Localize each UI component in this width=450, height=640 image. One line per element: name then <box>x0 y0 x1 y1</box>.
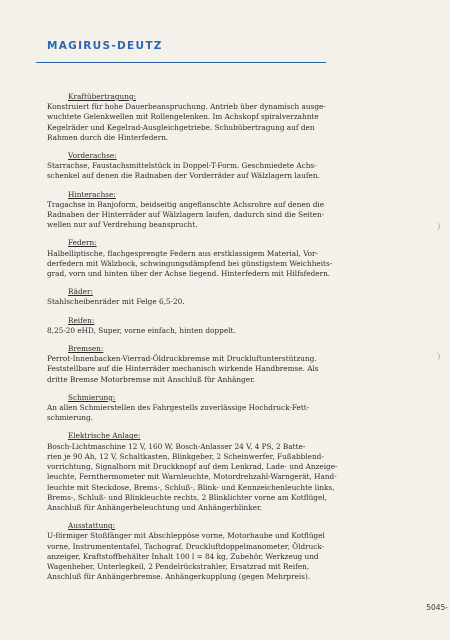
section-text-line: Halbelliptische, flachgesprengte Federn aus erstklassigem Material, Vor- <box>47 248 319 258</box>
section-heading-text: Ausstattung: <box>68 521 116 531</box>
section-heading <box>68 151 417 161</box>
section-text-line: Radnaben der Hinterräder auf Wälzlagern laufen, dadurch sind die Seiten- <box>47 210 325 220</box>
section-text-line: 8,25-20 eHD, Super, vorne einfach, hinten doppelt. <box>47 325 236 335</box>
section-text-line: Anschluß für Anhängerbeleuchtung und Anhängerblinker. <box>47 502 262 512</box>
binder-punch-mark <box>433 222 440 231</box>
section-text-line: wellen nur auf Verdrehung beansprucht. <box>47 220 198 230</box>
section-text-line: An allen Schmierstellen des Fahrgestells zuverlässige Hochdruck-Fett- <box>47 403 310 413</box>
spec-section <box>47 287 417 307</box>
section-text-line: Brems-, Schluß- und Blinkleuchte rechts, 2 Blinklichter vorne am Kotflügel, <box>47 492 327 502</box>
section-text-line: Starrachse, Faustachsmittelstück in Doppel-T-Form. Geschmiedete Achs- <box>47 161 317 171</box>
section-text-line: wuchtete Gelenkwellen mit Rollengelenken. Im Achskopf spiralverzahnte <box>47 112 319 122</box>
section-heading-text: Hinterachse: <box>68 189 116 199</box>
section-text-line: Konstruiert für hohe Dauerbeanspruchung. Antrieb über dynamisch ausge- <box>47 102 326 112</box>
spec-section <box>47 393 417 424</box>
section-heading-text: Vorderachse: <box>68 151 117 161</box>
spec-section <box>47 92 417 143</box>
section-text-line: dritte Bremse Motorbremse mit Anschluß für Anhänger. <box>47 374 256 384</box>
section-heading <box>68 238 417 248</box>
section-text-line: vorne, Instrumententafel, Tachograf, Druckluftdoppelmanometer, Öldruck- <box>47 541 325 551</box>
binder-punch-mark <box>433 352 440 361</box>
section-heading <box>68 393 417 403</box>
section-text-line: schmierung. <box>47 413 93 423</box>
brand-logo-text: MAGIRUS-DEUTZ <box>47 40 163 52</box>
section-heading <box>68 316 417 326</box>
section-heading-text: Schmierung: <box>68 392 116 402</box>
section-text-line: U-förmiger Stoßfänger mit Abschleppöse vorne, Motorhaube und Kotflügel <box>47 531 325 541</box>
section-heading-text: Bremsen: <box>68 344 104 354</box>
section-heading-text: Räder: <box>68 287 93 297</box>
section-heading <box>68 287 417 297</box>
section-text-line: leuchte, Fernthermometer mit Warnleuchte, Motordrehzahl-Warngerät, Hand- <box>47 472 337 482</box>
section-text-line: Rahmen durch die Hinterfedern. <box>47 132 169 142</box>
section-heading <box>68 92 417 102</box>
spec-section <box>47 431 417 513</box>
section-text-line: Kegelräder und Kegelrad-Ausgleichgetriebe. Schubübertragung auf den <box>47 122 315 132</box>
section-text-line: Wagenheber, Unterlegkeil, 2 Pendelrückstrahler, Ersatzrad mit Reifen, <box>47 561 310 571</box>
section-heading-text: Kraftübertragung: <box>68 92 137 101</box>
spec-section <box>47 190 417 231</box>
section-text-line: Stahlscheibenräder mit Felge 6,5-20. <box>47 297 185 307</box>
section-heading <box>68 521 417 531</box>
section-heading-text: Reifen: <box>68 315 95 325</box>
section-heading <box>68 344 417 354</box>
section-text-line: Tragachse in Banjoform, beidseitig angeflanschte Achsrohre auf denen die <box>47 199 325 209</box>
spec-section <box>47 238 417 279</box>
spec-section <box>47 521 417 582</box>
section-text-line: Bosch-Lichtmaschine 12 V, 160 W, Bosch-Anlasser 24 V, 4 PS, 2 Batte- <box>47 441 306 451</box>
section-text-line: schenkel auf denen die Radnaben der Vorderräder auf Wälzlagern laufen. <box>47 171 320 181</box>
section-text-line: vorrichtung, Signalhorn mit Druckknopf auf dem Lenkrad, Lade- und Anzeige- <box>47 462 338 472</box>
page-number: 5045- <box>426 603 448 612</box>
section-text-line: anzeiger, Kraftstoffbehälter Inhalt 100 l = 84 kg, Zubehör, Werkzeug und <box>47 551 319 561</box>
section-heading <box>68 190 417 200</box>
brand-divider <box>36 62 326 63</box>
spec-section <box>47 316 417 336</box>
spec-section <box>47 344 417 385</box>
section-text-line: Anschluß für Anhängerbremse. Anhängerkupplung (gegen Mehrpreis). <box>47 572 311 582</box>
specification-text <box>47 92 417 590</box>
section-heading <box>68 431 417 441</box>
section-heading-text: Elektrische Anlage: <box>68 431 141 441</box>
section-heading-text: Federn: <box>68 238 97 248</box>
section-text-line: leuchte mit Steckdose, Brems-, Schluß-, Blink- und Kennzeichenleuchte links, <box>47 482 335 492</box>
section-text-line: derfedern mit Wälzbock, schwingungsdämpfend bei günstigstem Weichheits- <box>47 258 333 268</box>
section-text-line: Perrot-Innenbacken-Vierrad-Öldruckbremse mit Druckluftunterstützung. <box>47 354 317 364</box>
section-text-line: Feststellbare auf die Hinterräder mechanisch wirkende Handbremse. Als <box>47 364 319 374</box>
section-text-line: grad, vorn und hinten über der Achse liegend. Hinterfedern mit Hilfsfedern. <box>47 269 331 279</box>
section-text-line: rien je 90 Ah, 12 V, Schaltkasten, Blinkgeber, 2 Scheinwerfer, Fußabblend- <box>47 451 324 461</box>
spec-section <box>47 151 417 182</box>
